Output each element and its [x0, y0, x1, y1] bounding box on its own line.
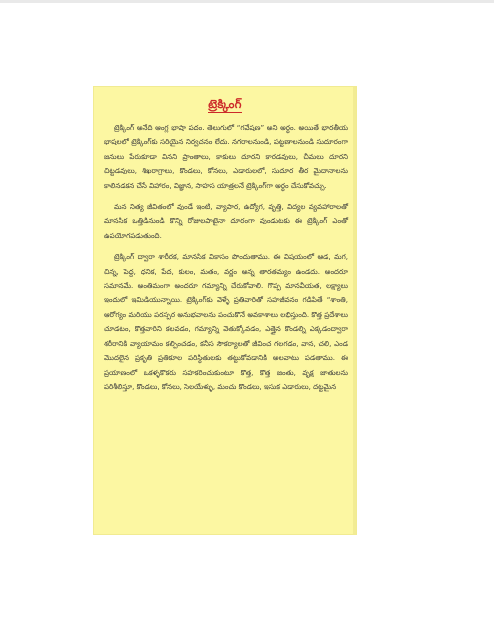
document-body: [104, 121, 348, 401]
document-title-text: ట్రెక్కింగ్: [208, 97, 242, 111]
paragraph-2: మన నిత్య జీవితంలో వుండే ఇంటి, వ్యాపార, ఉద్యోగ, వృత్తి, విద్యల వ్యవహారాలతో మానసిక ఒత్తిడినుండి కొన్ని రోజులపాటైనా దూరంగా వుండుటకు ఈ ట్రెక్కింగ్ ఎంతో ఉపయోగపడుతుంది.: [104, 202, 348, 240]
paragraph-3: ట్రెక్కింగ్ ద్వారా శారీరక, మానసిక వికాసం పొందుతాము. ఈ విషయంలో ఆడ, మగ, చిన్న, పెద్ద, ధనిక, పేద, కులం, మతం, వర్ణం అన్న తారతమ్యం ఉండదు. అందరూ సమానమే. అంతిమంగా అందరూ గమ్యాన్ని చేరుకోవాలి. గొప్ప మానవీయత, లక్ష్యాలు ఇందులో ఇమిడియున్నాయి. ట్రెక్కింగ్‌కు వెళ్ళే ప్రతివారితో సహజీవనం గడిపితే “శాంతి, ఆరోగ్యం మరియు పరస్పర అనుభవాలను పంచుకొనే అవకాశాలు లభిస్తుంది. కొత్త ప్రదేశాలు చూడటం, కొత్తవారిని కలవడం, గమ్యాన్ని వెతుక్కోవడం, ఎత్తైన కొండల్ని ఎక్కడంద్వారా శరీరానికి వ్యాయామం కల్పించడం, కనీస సౌకర్యాలతో జీవించ గలగడం, వాన, చలి, ఎండ మొదలైన ప్రకృతి ప్రతికూల పరిస్థితులకు తట్టుకోవడానికి అలవాటు పడతాము. ఈ ప్రయాణంలో ఒకళ్ళకొకరు సహకరించుకుంటూ కొత్త, కొత్త జంతు, వృక్ష జాతులను పరిశీలిస్తూ, కొండలు, కోనలు, సెలయేళ్ళు, మంచు కొండలు, ఇసుక ఎడారులు, దట్టమైన: [104, 252, 348, 391]
document-title: [94, 97, 356, 114]
scan-edge: [0, 0, 494, 3]
paragraph-1: ట్రెక్కింగ్ అనేది ఆంగ్ల భాషా పదం. తెలుగులో “గవేషణ” అని అర్థం. అయితే భారతీయ భాషలలో ట్రెక్కింగ్‌కు సరియైన నిర్వచనం లేదు. నగరాలనుండి, పట్టణాలనుండి సుదూరంగా జనులు పేరుకూడా వినని ప్రాంతాలు, కాకులు దూరని కారడవులు, చీమలు దూరని చిట్టడవులు, శిఖరాగ్రాలు, కొండలు, కోనలు, ఎడారులలో, సుదూర తీర మైదానాలను కాలినడకన చేసే విహారం, విజ్ఞాన, సాహస యాత్రలనే ట్రెక్కింగ్‌గా అర్థం చేసుకోవచ్చు.: [104, 123, 348, 190]
yellow-paper-sheet: [94, 87, 356, 534]
